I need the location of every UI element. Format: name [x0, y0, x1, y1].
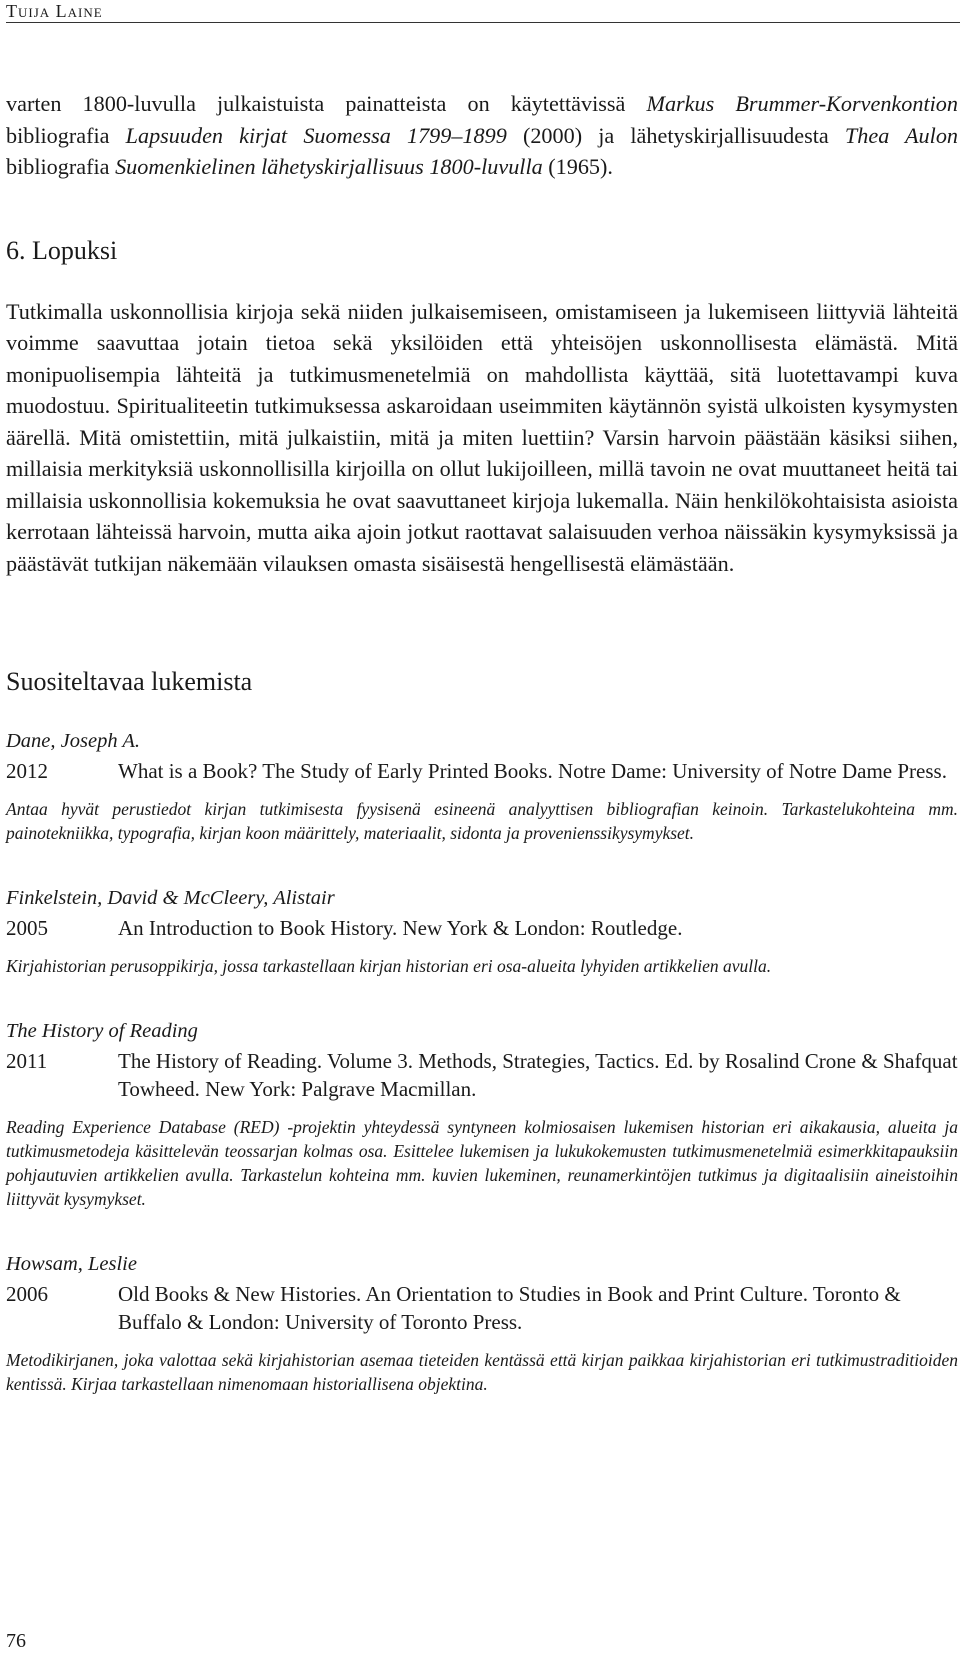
- entry-citation: [6, 914, 958, 942]
- entry-citation: [6, 757, 958, 785]
- intro-text-3: (2000) ja lähetyskirjallisuudesta: [506, 122, 845, 148]
- page-content: [6, 88, 958, 1396]
- running-title: Tuija Laine: [6, 1, 103, 21]
- entry-citation-text: The History of Reading. Volume 3. Methods, Strategies, Tactics. Ed. by Rosalind Crone & Shafquat Towheed. New York: Palgrave Macmillan.: [118, 1049, 958, 1101]
- entry-citation-text: What is a Book? The Study of Early Printed Books. Notre Dame: University of Notre Dame Press.: [118, 759, 947, 783]
- section-heading: 6. Lopuksi: [6, 235, 118, 265]
- intro-book-1: Lapsuuden kirjat Suomessa 1799–1899: [125, 122, 507, 148]
- entry-citation-text: An Introduction to Book History. New York & London: Routledge.: [118, 916, 683, 940]
- entry-year: 2012: [6, 759, 48, 783]
- entry-year: 2005: [6, 916, 48, 940]
- intro-paragraph: [6, 88, 958, 183]
- entry-citation: [6, 1047, 958, 1103]
- running-header: [6, 0, 960, 23]
- reading-list-heading: Suositeltavaa lukemista: [6, 667, 253, 696]
- entry-annotation: Kirjahistorian perusoppikirja, jossa tarkastellaan kirjan historian eri osa-alueita lyhyiden artikkelien avulla.: [6, 956, 772, 976]
- page-number: 76: [6, 1630, 26, 1652]
- section-paragraph: Tutkimalla uskonnollisia kirjoja sekä niiden julkaisemiseen, omistamiseen ja lukemiseen liittyviä lähteitä voimme saavuttaa jotain tietoa sekä yksilöiden että yhteisöjen uskonnollisesta elämästä. Mitä monipuolisempia lähteitä ja tutkimusmenetelmiä on mahdollista käyttää, sitä luotettavampi kuva muodostuu. Spiritualiteetin tutkimuksessa askaroidaan useimmiten käytännön syistä ulkoisten kysymysten äärellä. Mitä omistettiin, mitä julkaistiin, mitä ja miten luettiin? Varsin harvoin päästään käsiksi siihen, millaisia merkityksiä uskonnollisilla kirjoilla on ollut lukijoilleen, millä tavoin ne ovat muuttaneet heitä tai millaisia uskonnollisia kokemuksia he ovat saavuttaneet kirjoja lukemalla. Näin henkilökohtaisista asioista kerrotaan lähteissä harvoin, mutta aika ajoin jotkut raottavat salaisuuden verhoa näissäkin kysymyksissä ja päästävät tutkijan näkemään vilauksen omasta sisäisestä hengellisestä elämästään.: [6, 298, 958, 576]
- intro-text-4: bibliografia: [6, 154, 116, 179]
- intro-book-2: Suomenkielinen lähetyskirjallisuus 1800-luvulla: [115, 154, 543, 179]
- intro-text-2: bibliografia: [6, 122, 126, 148]
- entry-annotation: Metodikirjanen, joka valottaa sekä kirjahistorian asemaa tieteiden kentässä että kirjan paikkaa kirjahistorian eri tutkimustraditioiden kentissä. Kirjaa tarkastellaan nimenomaan historiallisena objektina.: [6, 1350, 958, 1394]
- entry-year: 2006: [6, 1282, 48, 1306]
- entry-year: 2011: [6, 1049, 48, 1073]
- reading-list: [6, 728, 958, 1396]
- entry-citation: [6, 1280, 958, 1336]
- reading-entry: [6, 728, 958, 845]
- intro-person-1: Markus Brummer-Korvenkontion: [646, 91, 958, 116]
- reading-entry: [6, 885, 958, 978]
- intro-person-2: Thea Aulon: [844, 122, 959, 148]
- entry-citation-text: Old Books & New Histories. An Orientation to Studies in Book and Print Culture. Toronto & Buffalo & London: University of Toronto Press.: [118, 1282, 901, 1334]
- entry-annotation: Antaa hyvät perustiedot kirjan tutkimisesta fyysisenä esineenä analyyttisen bibliografian keinoin. Tarkastelukohteina mm. painotekniikka, typografia, kirjan koon määrittely, materiaalit, sidonta ja provenienssikysymykset.: [6, 799, 958, 843]
- reading-entry: [6, 1018, 958, 1211]
- intro-text-5: (1965).: [542, 154, 613, 179]
- intro-text-1: varten 1800-luvulla julkaistuista painatteista on käytettävissä: [6, 91, 647, 116]
- reading-entry: [6, 1251, 958, 1396]
- entry-author: Finkelstein, David & McCleery, Alistair: [6, 887, 335, 909]
- entry-author: Dane, Joseph A.: [6, 730, 140, 752]
- entry-author: Howsam, Leslie: [6, 1253, 137, 1275]
- entry-author: The History of Reading: [6, 1020, 198, 1042]
- entry-annotation: Reading Experience Database (RED) -projektin yhteydessä syntyneen kolmiosaisen lukemisen historian eri aikakausia, alueita ja tutkimusmetodeja käsittelevän teossarjan kolmas osa. Esittelee lukemisen ja lukukokemusten tutkimusmenetelmiä esimerkkitapauksiin pohjautuvien artikkelien avulla. Tarkastelun kohteina mm. kuvien lukeminen, reunamerkintöjen tutkimus ja digitaalisiin aineistoihin liittyvät kysymykset.: [6, 1117, 958, 1209]
